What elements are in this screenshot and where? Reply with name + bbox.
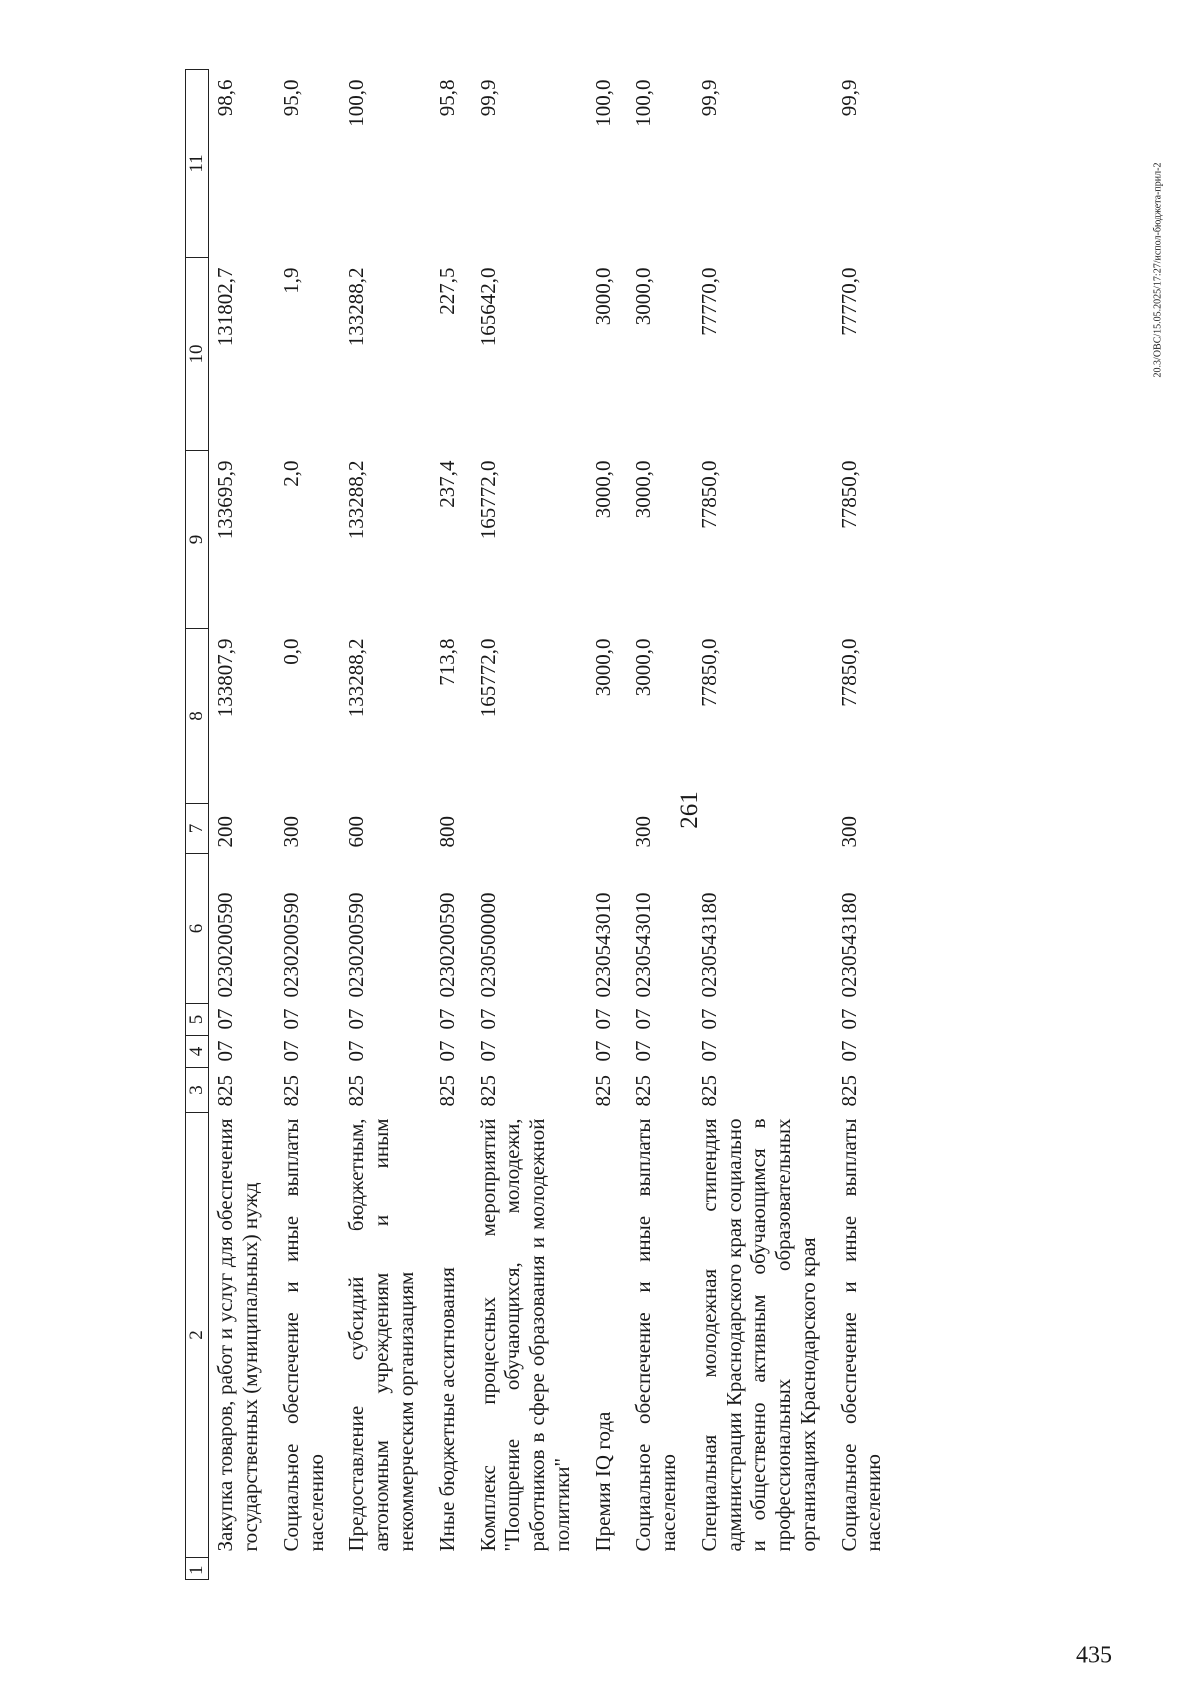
target-article-code: 0230543010 bbox=[590, 892, 615, 998]
subsection-code: 07 bbox=[278, 1008, 303, 1030]
row-description: Закупка товаров, работ и услуг для обеспечения государственных (муниципальных) нужд bbox=[213, 1118, 263, 1552]
row-number bbox=[617, 1558, 683, 1580]
expense-type-code bbox=[683, 804, 823, 854]
executed-amount: 3000,0 bbox=[631, 267, 656, 326]
page-number: 261 bbox=[676, 791, 703, 829]
expense-type-code bbox=[577, 804, 618, 854]
approved-amount: 3000,0 bbox=[590, 638, 615, 697]
target-article-code: 0230543180 bbox=[696, 892, 721, 998]
execution-percent: 100,0 bbox=[631, 79, 656, 127]
row-description: Специальная молодежная стипендия администрации Краснодарского края социально и общественно активным обучающимся в профессиональных образовательных организациях Краснодарского края bbox=[696, 1118, 820, 1552]
ministry-code: 825 bbox=[836, 1075, 861, 1107]
table-body bbox=[209, 70, 888, 1580]
sheet-number: 435 bbox=[1076, 1642, 1112, 1669]
approved-amount: 77850,0 bbox=[696, 638, 721, 707]
ministry-code: 825 bbox=[475, 1075, 500, 1107]
table-row bbox=[462, 70, 577, 1580]
execution-percent: 95,8 bbox=[434, 79, 459, 117]
footer-code: 20.3/OBC/15.05.2025/17:27/испол-бюджета-прил-2 bbox=[1152, 162, 1164, 378]
subsection-code: 07 bbox=[696, 1008, 721, 1030]
target-article-code: 0230200590 bbox=[434, 892, 459, 998]
target-article-code: 0230500000 bbox=[475, 892, 500, 998]
table-row bbox=[577, 70, 618, 1580]
expense-type-code: 200 bbox=[213, 816, 238, 848]
budget-table-rotated bbox=[185, 70, 972, 1580]
row-number bbox=[462, 1558, 577, 1580]
execution-percent: 100,0 bbox=[344, 79, 369, 127]
table-row bbox=[209, 70, 265, 1580]
refined-amount: 133695,9 bbox=[213, 460, 238, 540]
section-code: 07 bbox=[213, 1040, 238, 1062]
ministry-code: 825 bbox=[696, 1075, 721, 1107]
column-number-7: 7 bbox=[186, 804, 209, 854]
section-code: 07 bbox=[434, 1040, 459, 1062]
refined-amount: 2,0 bbox=[278, 460, 303, 487]
column-number-9: 9 bbox=[186, 451, 209, 629]
row-description: Социальное обеспечение и иные выплаты населению bbox=[631, 1118, 681, 1552]
section-code: 07 bbox=[344, 1040, 369, 1062]
row-number bbox=[209, 1558, 265, 1580]
table-row bbox=[265, 70, 331, 1580]
executed-amount: 227,5 bbox=[434, 267, 459, 315]
row-number bbox=[823, 1558, 889, 1580]
subsection-code: 07 bbox=[836, 1008, 861, 1030]
execution-percent: 99,9 bbox=[475, 79, 500, 117]
section-code: 07 bbox=[696, 1040, 721, 1062]
ministry-code: 825 bbox=[278, 1075, 303, 1107]
execution-percent: 99,9 bbox=[696, 79, 721, 117]
column-number-2: 2 bbox=[186, 1113, 209, 1558]
executed-amount: 131802,7 bbox=[213, 267, 238, 347]
subsection-code: 07 bbox=[590, 1008, 615, 1030]
section-code: 07 bbox=[278, 1040, 303, 1062]
subsection-code: 07 bbox=[213, 1008, 238, 1030]
ministry-code: 825 bbox=[631, 1075, 656, 1107]
executed-amount: 133288,2 bbox=[344, 267, 369, 347]
table-row bbox=[683, 70, 823, 1580]
target-article-code: 0230200590 bbox=[278, 892, 303, 998]
refined-amount: 133288,2 bbox=[344, 460, 369, 540]
executed-amount: 77770,0 bbox=[696, 267, 721, 336]
row-description: Социальное обеспечение и иные выплаты населению bbox=[278, 1118, 328, 1552]
row-description: Предоставление субсидий бюджетным, автономным учреждениям и иным некоммерческим организациям bbox=[344, 1118, 418, 1552]
expense-type-code bbox=[462, 804, 577, 854]
ministry-code: 825 bbox=[590, 1075, 615, 1107]
row-description: Социальное обеспечение и иные выплаты населению bbox=[836, 1118, 886, 1552]
execution-percent: 99,9 bbox=[836, 79, 861, 117]
target-article-code: 0230543010 bbox=[631, 892, 656, 998]
section-code: 07 bbox=[475, 1040, 500, 1062]
target-article-code: 0230200590 bbox=[213, 892, 238, 998]
refined-amount: 165772,0 bbox=[475, 460, 500, 540]
refined-amount: 3000,0 bbox=[631, 460, 656, 519]
executed-amount: 77770,0 bbox=[836, 267, 861, 336]
refined-amount: 3000,0 bbox=[590, 460, 615, 519]
ministry-code: 825 bbox=[434, 1075, 459, 1107]
column-number-header bbox=[186, 70, 209, 1580]
section-code: 07 bbox=[631, 1040, 656, 1062]
approved-amount: 77850,0 bbox=[836, 638, 861, 707]
row-number bbox=[330, 1558, 420, 1580]
execution-percent: 98,6 bbox=[213, 79, 238, 117]
column-number-4: 4 bbox=[186, 1036, 209, 1068]
table-row bbox=[823, 70, 889, 1580]
budget-table bbox=[185, 69, 888, 1580]
row-description: Иные бюджетные ассигнования bbox=[434, 1267, 459, 1552]
target-article-code: 0230543180 bbox=[836, 892, 861, 998]
row-number bbox=[421, 1558, 462, 1580]
subsection-code: 07 bbox=[434, 1008, 459, 1030]
section-code: 07 bbox=[836, 1040, 861, 1062]
approved-amount: 133288,2 bbox=[344, 638, 369, 718]
execution-percent: 95,0 bbox=[278, 79, 303, 117]
approved-amount: 3000,0 bbox=[631, 638, 656, 697]
column-number-6: 6 bbox=[186, 854, 209, 1004]
approved-amount: 0,0 bbox=[278, 638, 303, 665]
row-description: Комплекс процессных мероприятий "Поощрение обучающихся, молодежи, работников в сфере образования и молодежной политики" bbox=[475, 1118, 574, 1552]
column-number-10: 10 bbox=[186, 258, 209, 451]
column-number-11: 11 bbox=[186, 70, 209, 258]
executed-amount: 165642,0 bbox=[475, 267, 500, 347]
row-number bbox=[683, 1558, 823, 1580]
subsection-code: 07 bbox=[631, 1008, 656, 1030]
ministry-code: 825 bbox=[213, 1075, 238, 1107]
executed-amount: 3000,0 bbox=[590, 267, 615, 326]
expense-type-code: 300 bbox=[278, 816, 303, 848]
target-article-code: 0230200590 bbox=[344, 892, 369, 998]
table-row bbox=[330, 70, 420, 1580]
section-code: 07 bbox=[590, 1040, 615, 1062]
subsection-code: 07 bbox=[475, 1008, 500, 1030]
row-number bbox=[577, 1558, 618, 1580]
row-description: Премия IQ года bbox=[590, 1411, 615, 1552]
approved-amount: 165772,0 bbox=[475, 638, 500, 718]
column-number-8: 8 bbox=[186, 629, 209, 804]
row-number bbox=[265, 1558, 331, 1580]
approved-amount: 713,8 bbox=[434, 638, 459, 686]
expense-type-code: 300 bbox=[631, 816, 656, 848]
ministry-code: 825 bbox=[344, 1075, 369, 1107]
refined-amount: 77850,0 bbox=[836, 460, 861, 529]
column-number-3: 3 bbox=[186, 1068, 209, 1113]
execution-percent: 100,0 bbox=[590, 79, 615, 127]
approved-amount: 133807,9 bbox=[213, 638, 238, 718]
subsection-code: 07 bbox=[344, 1008, 369, 1030]
table-row bbox=[421, 70, 462, 1580]
table-row bbox=[617, 70, 683, 1580]
refined-amount: 77850,0 bbox=[696, 460, 721, 529]
refined-amount: 237,4 bbox=[434, 460, 459, 508]
executed-amount: 1,9 bbox=[278, 267, 303, 294]
expense-type-code: 300 bbox=[836, 816, 861, 848]
column-number-5: 5 bbox=[186, 1004, 209, 1036]
expense-type-code: 800 bbox=[434, 816, 459, 848]
expense-type-code: 600 bbox=[344, 816, 369, 848]
column-number-1: 1 bbox=[186, 1558, 209, 1580]
